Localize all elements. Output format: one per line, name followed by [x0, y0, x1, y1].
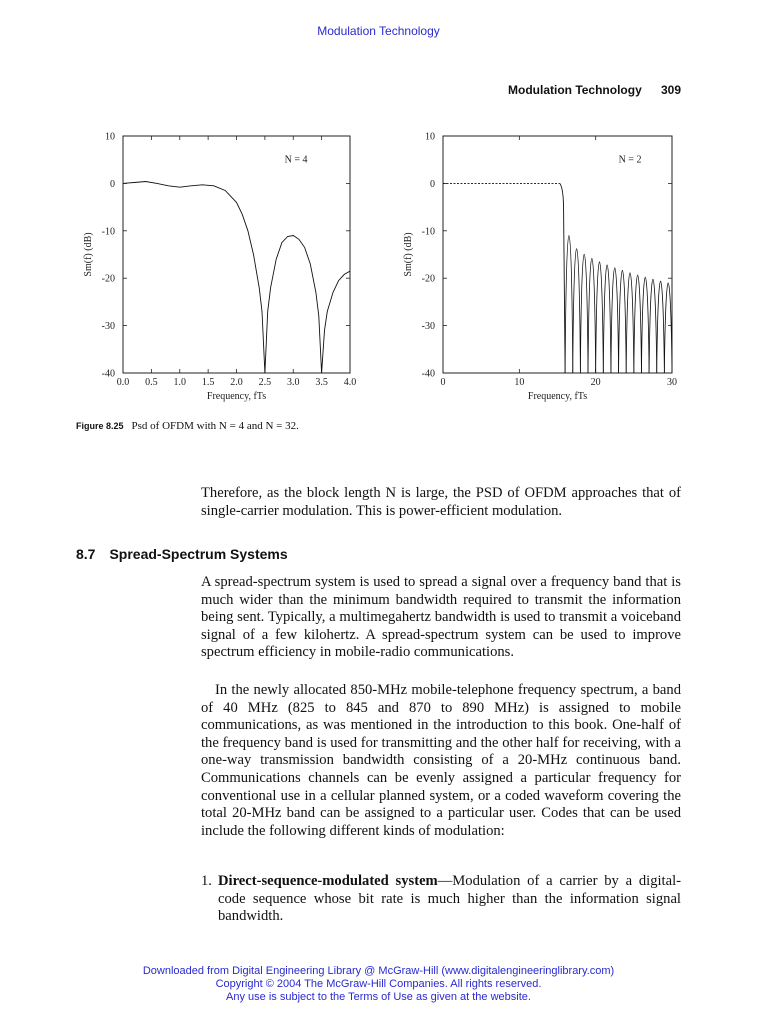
- y-tick-label: -30: [421, 321, 435, 333]
- list-term: Direct-sequence-modulated system: [218, 873, 438, 889]
- paragraph-2: In the newly allocated 850-MHz mobile-telephone frequency spectrum, a band of 40 MHz (825 to 845 and 870 to 890 MHz) is assigned to mobile communications, as was mentioned in the introduction to this book. One-half of the frequency band is used for transmitting and the other half for receiving, with a one-way transmission bandwidth consisting of a 20-MHz continuous band. Communications channels can be evenly assigned a particular frequency for conventional use in a cellular planned system, or a coded waveform covering the total 20-MHz band can be assigned to a particular user. Codes that can be used include the following different kinds of modulation:: [201, 682, 681, 839]
- psd-rolloff: [560, 183, 565, 373]
- chart-title: N = 2: [618, 154, 642, 166]
- x-axis-label: Frequency, fTs: [527, 391, 588, 402]
- x-tick-label: 2.0: [230, 377, 243, 388]
- psd-sidelobe: [603, 265, 611, 373]
- psd-sidelobe: [580, 254, 588, 373]
- y-tick-label: -40: [101, 368, 115, 380]
- top-link[interactable]: Modulation Technology: [317, 24, 440, 38]
- x-tick-label: 0.5: [145, 377, 158, 388]
- y-tick-label: -10: [101, 226, 115, 238]
- caption-label: Figure 8.25: [76, 421, 124, 431]
- psd-sidelobe: [649, 279, 657, 373]
- x-tick-label: 30: [667, 377, 677, 388]
- footer-line-1[interactable]: Downloaded from Digital Engineering Library @ McGraw-Hill (www.digitalengineeringlibrary.com): [142, 965, 615, 977]
- y-tick-label: 10: [425, 131, 435, 143]
- psd-sidelobe: [626, 273, 634, 373]
- x-tick-label: 1.0: [173, 377, 186, 388]
- y-tick-label: -30: [101, 321, 115, 333]
- y-tick-label: -20: [101, 273, 115, 285]
- psd-sidelobe: [634, 275, 642, 373]
- psd-sidelobe: [641, 277, 649, 373]
- psd-sidelobe: [611, 268, 619, 373]
- y-tick-label: 10: [105, 131, 115, 143]
- section-heading: [76, 546, 288, 562]
- page-number: 309: [661, 83, 682, 97]
- x-tick-label: 4.0: [343, 377, 357, 388]
- caption-text: Psd of OFDM with N = 4 and N = 32.: [131, 420, 299, 432]
- list-item: [201, 873, 681, 926]
- x-tick-label: 0: [440, 377, 446, 388]
- y-tick-label: -20: [421, 273, 435, 285]
- y-axis-label: Sm(f) (dB): [83, 232, 94, 277]
- section-title: Spread-Spectrum Systems: [109, 546, 288, 562]
- running-title: Modulation Technology: [508, 83, 642, 97]
- chart-right-n2: [380, 118, 710, 414]
- chart-left-n4: [60, 118, 380, 414]
- footer-line-3: Any use is subject to the Terms of Use as given at the website.: [226, 991, 531, 1003]
- list-marker: 1.: [201, 873, 212, 889]
- psd-sidelobe: [588, 258, 596, 373]
- psd-sidelobe: [565, 236, 573, 373]
- psd-sidelobe: [657, 281, 665, 373]
- chart-title: N = 4: [284, 154, 308, 166]
- psd-sidelobe: [619, 270, 627, 373]
- figure-caption: [76, 420, 299, 432]
- psd-sidelobe: [573, 249, 581, 373]
- x-tick-label: 3.5: [315, 377, 328, 388]
- y-tick-label: -40: [421, 368, 435, 380]
- x-tick-label: 10: [514, 377, 525, 388]
- y-tick-label: 0: [430, 178, 435, 190]
- section-number: 8.7: [76, 546, 96, 562]
- x-tick-label: 20: [590, 377, 601, 388]
- psd-sidelobe: [664, 283, 672, 373]
- footer-line-2: Copyright © 2004 The McGraw-Hill Companies. All rights reserved.: [215, 978, 542, 990]
- paragraph-1: A spread-spectrum system is used to spread a signal over a frequency band that is much wider than the minimum bandwidth required to transmit the information being sent. Typically, a multimegahertz bandwidth is used to transmit a voiceband signal of a few kilohertz. A spread-spectrum system can be used to improve spectrum efficiency in mobile-radio communications.: [201, 574, 681, 661]
- x-axis-label: Frequency, fTs: [206, 391, 267, 402]
- x-tick-label: 2.5: [258, 377, 272, 388]
- y-tick-label: -10: [421, 226, 435, 238]
- plot-frame: [123, 136, 350, 373]
- intro-paragraph: Therefore, as the block length N is large, the PSD of OFDM approaches that of single-carrier modulation. This is power-efficient modulation.: [201, 485, 681, 519]
- x-tick-label: 1.5: [201, 377, 215, 388]
- x-tick-label: 3.0: [287, 377, 300, 388]
- psd-sidelobe: [596, 262, 604, 373]
- x-tick-label: 0.0: [116, 377, 130, 388]
- list-text: —Modulation of a carrier by a digital-code sequence whose bit rate is much higher than the information signal bandwidth.: [218, 873, 681, 925]
- footer: [0, 965, 757, 1004]
- y-axis-label: Sm(f) (dB): [403, 232, 414, 277]
- psd-line: [123, 182, 350, 374]
- plot-frame: [443, 136, 672, 373]
- y-tick-label: 0: [110, 178, 115, 190]
